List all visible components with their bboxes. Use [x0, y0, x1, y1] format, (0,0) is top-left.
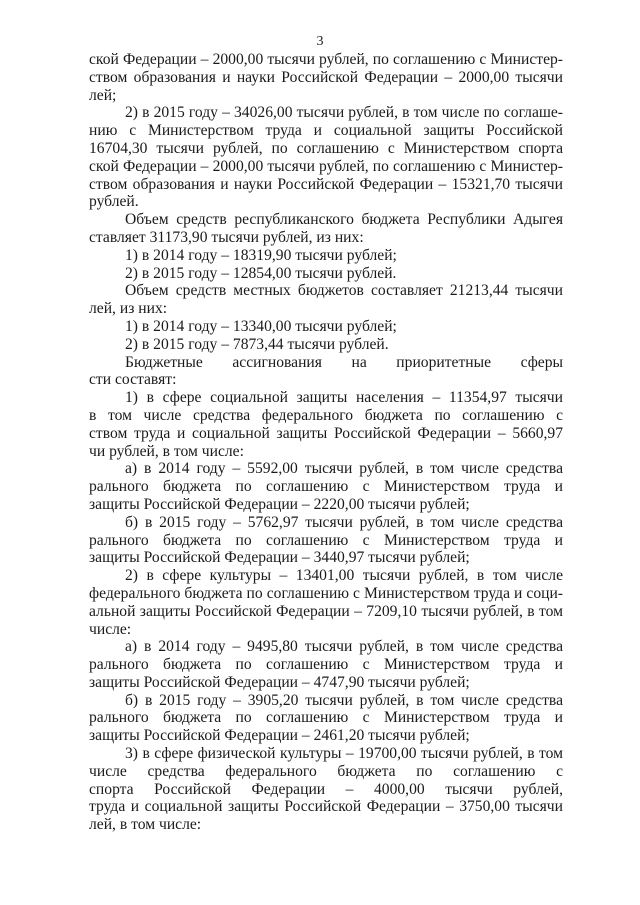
text-line: а) в 2014 году – 9495,80 тысячи рублей, в том числе средства	[125, 638, 563, 656]
text-line: рального бюджета по соглашению с Министерством труда и	[89, 531, 563, 549]
text-line: 2) в 2015 году – 12854,00 тысячи рублей.	[125, 264, 397, 282]
text-line: сти составят:	[89, 371, 177, 389]
text-line: а) в 2014 году – 5592,00 тысячи рублей, в том числе средства	[125, 460, 563, 478]
text-line: альной защиты Российской Федерации – 7209,10 тысячи рублей, в том	[89, 602, 563, 620]
text-line: 2) в 2015 году – 7873,44 тысячи рублей.	[125, 335, 389, 353]
text-line: ством труда и социальной защиты Российской Федерации – 5660,97	[89, 424, 563, 442]
text-line: лей, из них:	[89, 300, 168, 318]
text-line: защиты Российской Федерации – 4747,90 тысячи рублей;	[89, 673, 470, 691]
text-line: 1) в 2014 году – 18319,90 тысячи рублей;	[125, 246, 397, 264]
text-line: 2) в 2015 году – 34026,00 тысячи рублей, в том числе по соглаше-	[125, 104, 563, 122]
text-line: защиты Российской Федерации – 3440,97 тысячи рублей;	[89, 549, 470, 567]
text-line: Объем средств республиканского бюджета Республики Адыгея	[125, 211, 563, 229]
text-line: федерального бюджета по соглашению с Министерством труда и соци-	[89, 584, 563, 602]
text-line: 3) в сфере физической культуры – 19700,00 тысячи рублей, в том	[125, 745, 563, 763]
text-line: ством образования и науки Российской Федерации – 15321,70 тысячи	[89, 175, 563, 193]
text-line: числе:	[89, 620, 132, 638]
text-line: ской Федерации – 2000,00 тысячи рублей, по соглашению с Министер-	[89, 157, 563, 175]
text-line: б) в 2015 году – 3905,20 тысячи рублей, в том числе средства	[125, 691, 563, 709]
text-line: 16704,30 тысячи рублей, по соглашению с Министерством спорта	[89, 139, 563, 157]
text-line: рального бюджета по соглашению с Министерством труда и	[89, 478, 563, 496]
text-line: рублей.	[89, 193, 139, 211]
text-line: числе средства федерального бюджета по соглашению с	[89, 762, 563, 780]
text-line: защиты Российской Федерации – 2220,00 тысячи рублей;	[89, 495, 470, 513]
text-line: чи рублей, в том числе:	[89, 442, 244, 460]
text-line: в том числе средства федерального бюджета по соглашению с	[89, 406, 563, 424]
text-line: защиты Российской Федерации – 2461,20 тысячи рублей;	[89, 727, 470, 745]
text-line: рального бюджета по соглашению с Министерством труда и	[89, 656, 563, 674]
text-line: лей, в том числе:	[89, 816, 202, 834]
text-line: 1) в сфере социальной защиты населения – 11354,97 тысячи	[125, 389, 563, 407]
text-line: рального бюджета по соглашению с Министерством труда и	[89, 709, 563, 727]
text-line: б) в 2015 году – 5762,97 тысячи рублей, в том числе средства	[125, 513, 563, 531]
text-line: ством образования и науки Российской Федерации – 2000,00 тысячи	[89, 68, 563, 86]
text-line: ставляет 31173,90 тысячи рублей, из них:	[89, 228, 364, 246]
page-number: 3	[316, 34, 324, 49]
document-body	[89, 51, 563, 834]
text-line: спорта Российской Федерации – 4000,00 тысячи рублей,	[89, 780, 563, 798]
text-line: Бюджетные ассигнования на приоритетные сферы	[125, 353, 563, 371]
text-line: 1) в 2014 году – 13340,00 тысячи рублей;	[125, 317, 397, 335]
text-line: нию с Министерством труда и социальной защиты Российской	[89, 122, 563, 140]
text-line: труда и социальной защиты Российской Федерации – 3750,00 тысячи	[89, 798, 563, 816]
text-line: ской Федерации – 2000,00 тысячи рублей, по соглашению с Министер-	[89, 51, 563, 68]
text-line: 2) в сфере культуры – 13401,00 тысячи рублей, в том числе	[125, 567, 563, 585]
text-line: лей;	[89, 86, 117, 104]
text-line: Объем средств местных бюджетов составляет 21213,44 тысячи	[125, 282, 563, 300]
